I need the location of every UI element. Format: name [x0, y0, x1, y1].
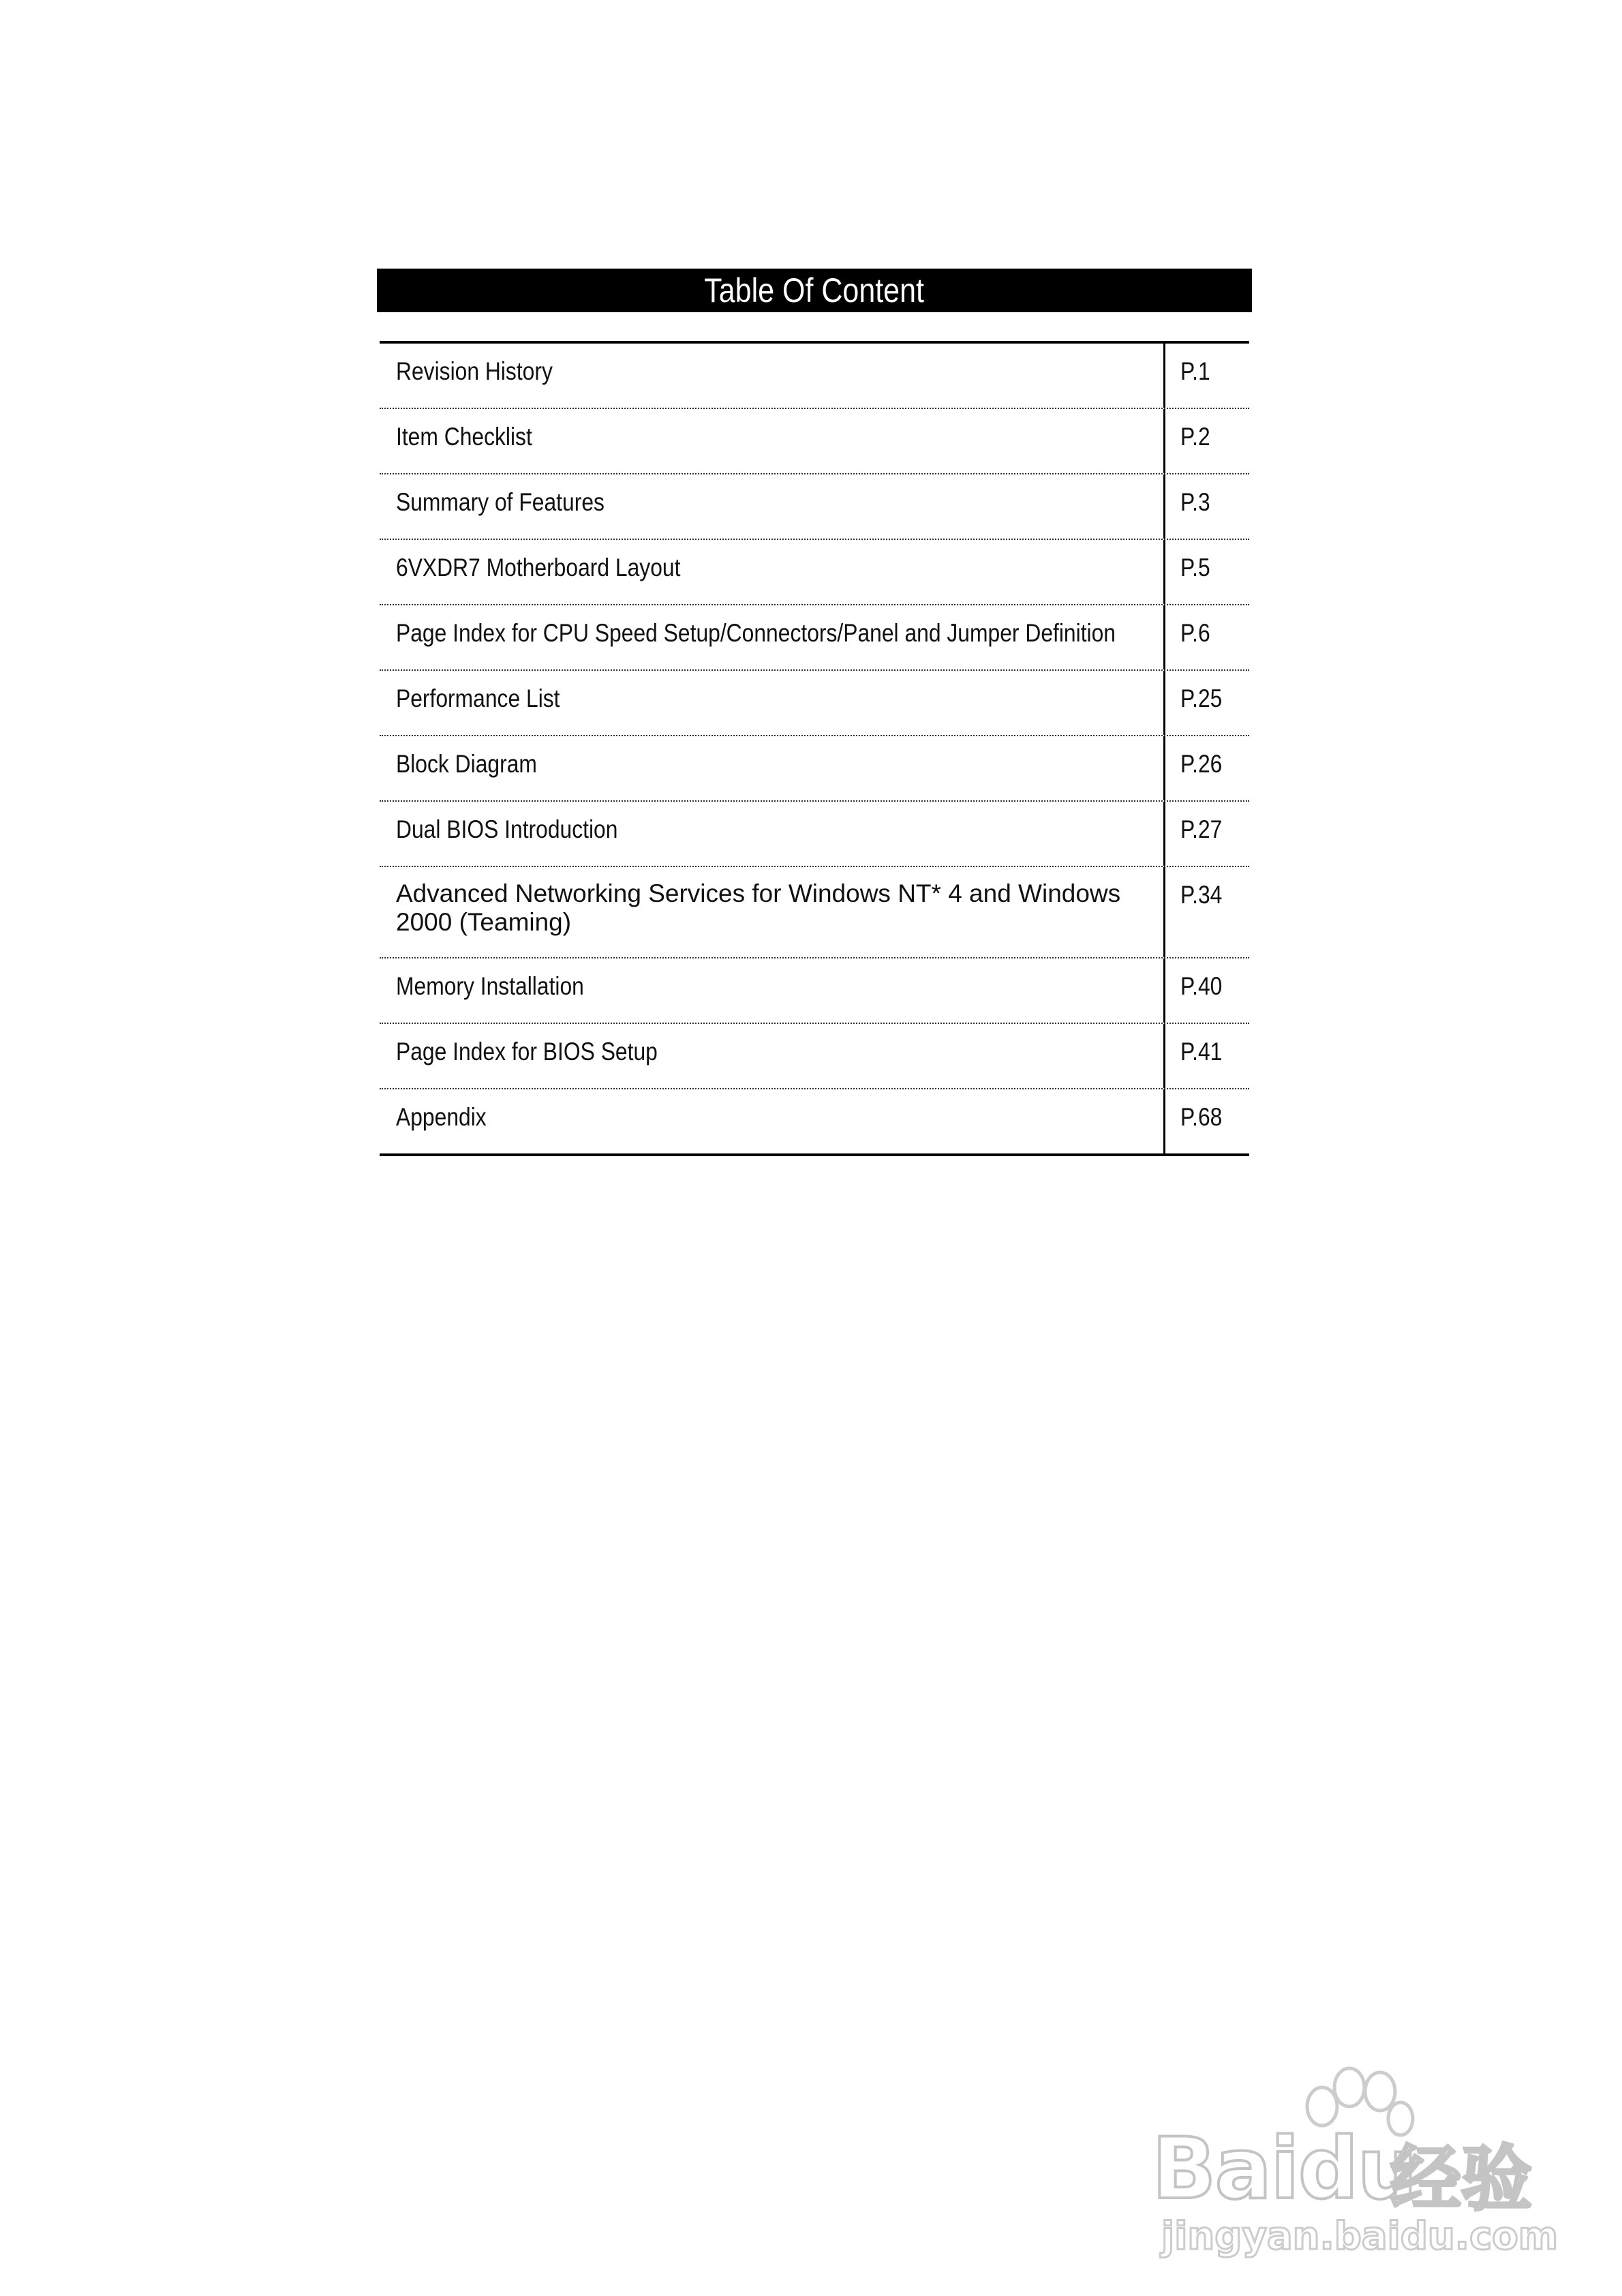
toc-entry-title: Revision History	[380, 344, 1165, 408]
toc-entry-page: P.2	[1180, 423, 1210, 451]
toc-entry-title: Item Checklist	[380, 409, 1165, 473]
toc-entry-page: P.6	[1180, 619, 1210, 647]
toc-entry-title: Appendix	[380, 1089, 1165, 1153]
toc-entry-page: P.25	[1180, 684, 1223, 712]
toc-entry-title: Page Index for BIOS Setup	[380, 1024, 1165, 1088]
toc-row	[380, 669, 1249, 735]
toc-row	[380, 957, 1249, 1023]
toc-table	[380, 341, 1249, 1156]
toc-entry-title: Performance List	[380, 671, 1165, 735]
toc-row	[380, 344, 1249, 408]
toc-entry-title: 6VXDR7 Motherboard Layout	[380, 540, 1165, 604]
toc-entry-page: P.34	[1180, 881, 1223, 909]
toc-row	[380, 473, 1249, 539]
toc-row	[380, 408, 1249, 473]
toc-row	[380, 735, 1249, 800]
toc-entry-page: P.41	[1180, 1038, 1223, 1066]
toc-entry-title: Block Diagram	[380, 736, 1165, 800]
toc-entry-title: Memory Installation	[380, 958, 1165, 1023]
toc-entry-page: P.40	[1180, 972, 1223, 1000]
toc-entry-page: P.26	[1180, 750, 1223, 778]
toc-row	[380, 800, 1249, 866]
toc-entry-page: P.68	[1180, 1103, 1223, 1131]
toc-row	[380, 1023, 1249, 1088]
toc-entry-page: P.27	[1180, 815, 1223, 843]
toc-entry-page: P.5	[1180, 554, 1210, 581]
toc-row	[380, 866, 1249, 957]
toc-row	[380, 539, 1249, 604]
baidu-jingyan-watermark	[1152, 2059, 1559, 2263]
toc-entry-title: Summary of Features	[380, 474, 1165, 539]
toc-entry-title: Page Index for CPU Speed Setup/Connectors/Panel and Jumper Definition	[380, 605, 1165, 669]
watermark-logo: Baidu	[1152, 2120, 1416, 2218]
toc-entry-title: Dual BIOS Introduction	[380, 802, 1165, 866]
toc-title-bar	[377, 269, 1252, 312]
toc-entry-page: P.1	[1180, 357, 1210, 385]
toc-row	[380, 1088, 1249, 1153]
page-title: Table Of Content	[704, 271, 925, 309]
toc-row	[380, 604, 1249, 669]
watermark-url: jingyan.baidu.com	[1161, 2214, 1559, 2259]
toc-entry-page: P.3	[1180, 488, 1210, 516]
watermark-logo-cn: 经验	[1390, 2137, 1533, 2220]
toc-entry-title: Advanced Networking Services for Windows NT* 4 and Windows 2000 (Teaming)	[380, 867, 1165, 957]
